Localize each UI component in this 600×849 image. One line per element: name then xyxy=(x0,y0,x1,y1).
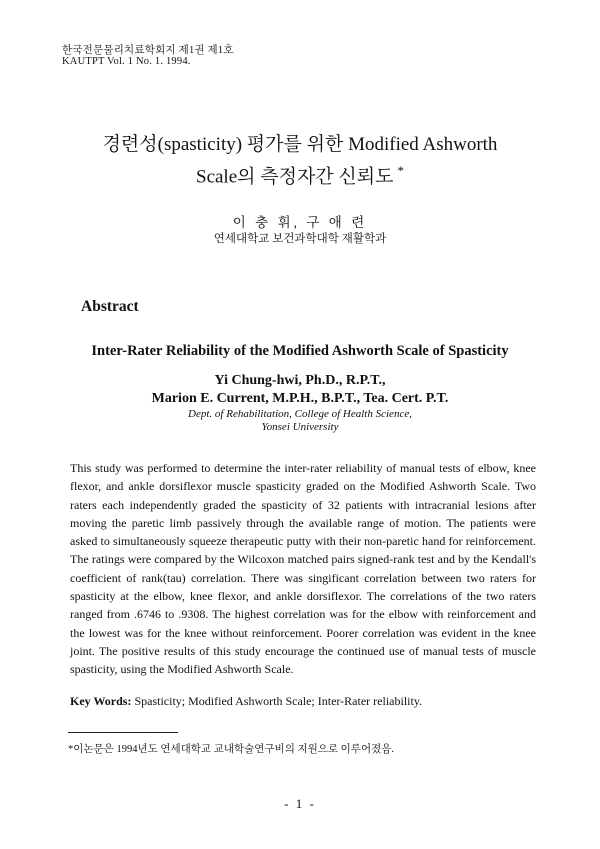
footnote: *이논문은 1994년도 연세대학교 교내학술연구비의 지원으로 이루어졌음. xyxy=(68,744,395,755)
paper-title-line-2 xyxy=(60,158,540,190)
department-line-2: Yonsei University xyxy=(261,421,339,433)
page-number: - 1 - xyxy=(284,796,316,811)
journal-citation-english: KAUTPT Vol. 1 No. 1. 1994. xyxy=(62,56,191,67)
department-line-1: Dept. of Rehabilitation, College of Health Science, xyxy=(188,408,412,420)
paper-title-line-2-text: Scale의 측정자간 신뢰도 xyxy=(196,166,394,188)
author-english-line-2: Marion E. Current, M.P.H., B.P.T., Tea. Cert. P.T. xyxy=(151,391,449,406)
abstract-body: This study was performed to determine the inter-rater reliability of manual tests of elbow, knee flexor, and ankle dorsiflexor muscle spasticity graded on the Modified Ashworth Scale. Two raters each independently graded the spasticity of 32 patients with intracranial lesions after moving the paretic limb passively through the available range of motion. The patients were asked to simultaneously squeeze therapeutic putty with their non-paretic hand for reinforcement. The ratings were compared by the Wilcoxon matched pairs signed-rank test and by the Kendall's coefficient of rank(tau) correlation. There was singificant correlation between two raters for spasticity at the elbow, knee flexor, and ankle dorsiflexor. The correlations of the two raters ranged from .6746 to .9308. The highest correlation was for the elbow with reinforcement and the lowest was for the knee without reinforcement. Poorer correlation was evident in the knee joint. The positive results of this study encourage the continued use of manual tests of muscle spasticity, using the Modified Ashworth Scale. xyxy=(70,461,536,677)
title-footnote-mark: * xyxy=(397,163,404,178)
keywords-text: Spasticity; Modified Ashworth Scale; Inter-Rater reliability. xyxy=(134,694,423,708)
author-english-line-1: Yi Chung-hwi, Ph.D., R.P.T., xyxy=(214,373,386,388)
footnote-divider xyxy=(68,732,178,733)
keywords-line xyxy=(70,694,540,709)
affiliation-korean: 연세대학교 보건과학대학 재활학과 xyxy=(213,233,387,245)
journal-name-korean: 한국전문물리치료학회지 제1권 제1호 xyxy=(62,45,234,56)
authors-korean: 이 충 휘, 구 애 련 xyxy=(232,215,368,230)
abstract-heading: Abstract xyxy=(81,298,139,315)
paper-title-line-1: 경련성(spasticity) 평가를 위한 Modified Ashworth xyxy=(102,134,498,155)
english-title: Inter-Rater Reliability of the Modified Ashworth Scale of Spasticity xyxy=(91,343,509,359)
keywords-label: Key Words: xyxy=(70,694,132,708)
